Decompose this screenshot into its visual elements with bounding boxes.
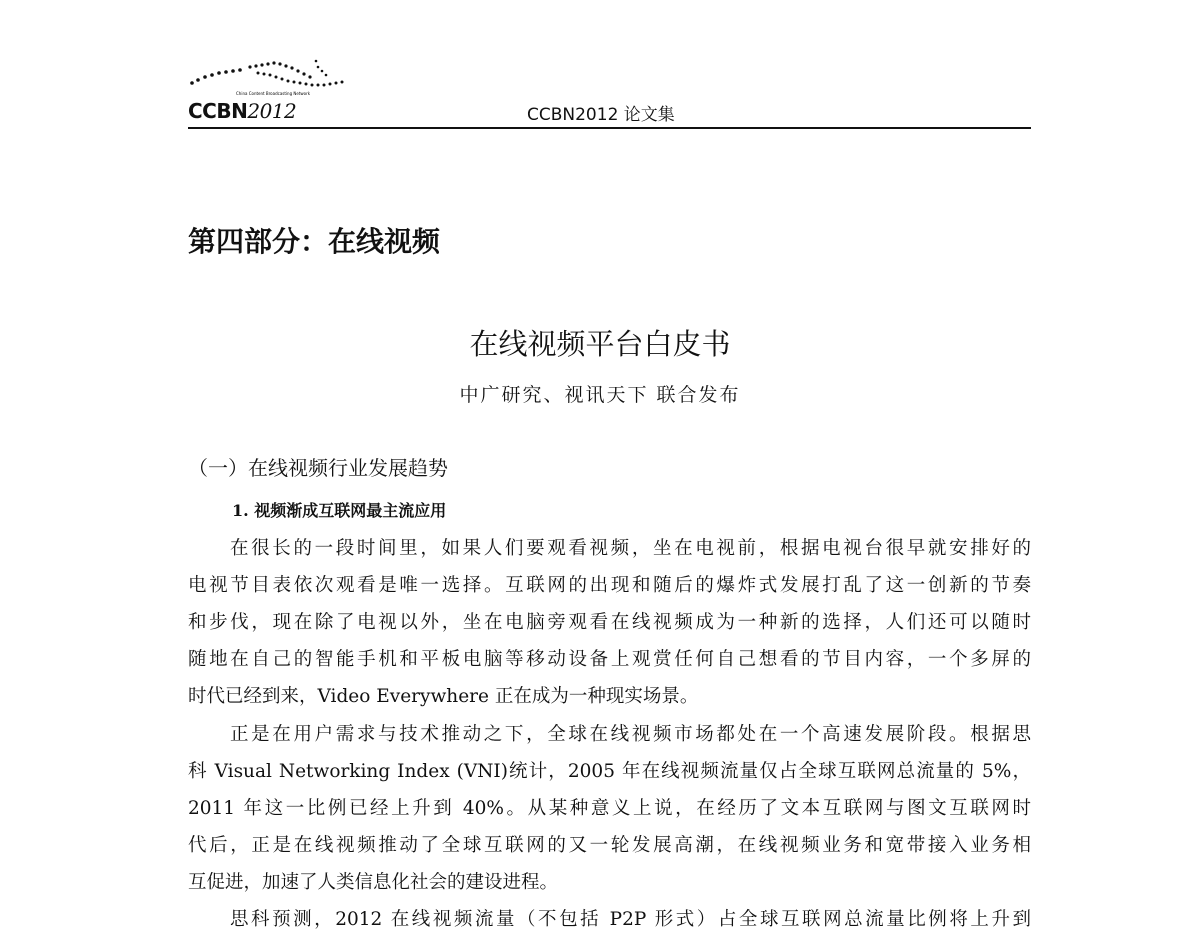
body-line: 2011 年这一比例已经上升到 40%。从某种意义上说，在经历了文本互联网与图文互联网时 (188, 798, 1031, 819)
document-subtitle: 中广研究、视讯天下 联合发布 (459, 384, 741, 406)
document-title: 在线视频平台白皮书 (469, 327, 731, 361)
body-line: 和步伐，现在除了电视以外，坐在电脑旁观看在线视频成为一种新的选择，人们还可以随时 (188, 612, 1031, 633)
body-line: 正是在用户需求与技术推动之下，全球在线视频市场都处在一个高速发展阶段。根据思 (230, 724, 1031, 745)
subsection-heading: 1. 视频渐成互联网最主流应用 (232, 501, 447, 520)
body-line: 时代已经到来，Video Everywhere 正在成为一种现实场景。 (188, 686, 699, 707)
header-title: CCBN2012 论文集 (527, 105, 675, 125)
body-line: 互促进，加速了人类信息化社会的建设进程。 (188, 872, 559, 893)
section-heading: （一）在线视频行业发展趋势 (188, 456, 448, 480)
logo-wordmark: CCBN2012 (188, 99, 297, 123)
logo-dots-graphic (188, 55, 358, 100)
header-divider (188, 127, 1031, 129)
body-line: 在很长的一段时间里，如果人们要观看视频，坐在电视前，根据电视台很早就安排好的 (230, 538, 1031, 559)
logo-tagline: China Content Broadcasting Network (236, 91, 311, 96)
body-line: 思科预测，2012 在线视频流量（不包括 P2P 形式）占全球互联网总流量比例将上升到 (230, 909, 1031, 930)
body-line: 代后，正是在线视频推动了全球互联网的又一轮发展高潮，在线视频业务和宽带接入业务相 (188, 835, 1031, 856)
body-line: 随地在自己的智能手机和平板电脑等移动设备上观赏任何自己想看的节目内容，一个多屏的 (188, 649, 1031, 670)
part-title: 第四部分：在线视频 (188, 225, 441, 258)
body-line: 科 Visual Networking Index (VNI)统计，2005 年在线视频流量仅占全球互联网总流量的 5%， (188, 761, 1031, 782)
ccbn-logo (188, 55, 358, 125)
body-line: 电视节目表依次观看是唯一选择。互联网的出现和随后的爆炸式发展打乱了这一创新的节奏 (188, 575, 1031, 596)
